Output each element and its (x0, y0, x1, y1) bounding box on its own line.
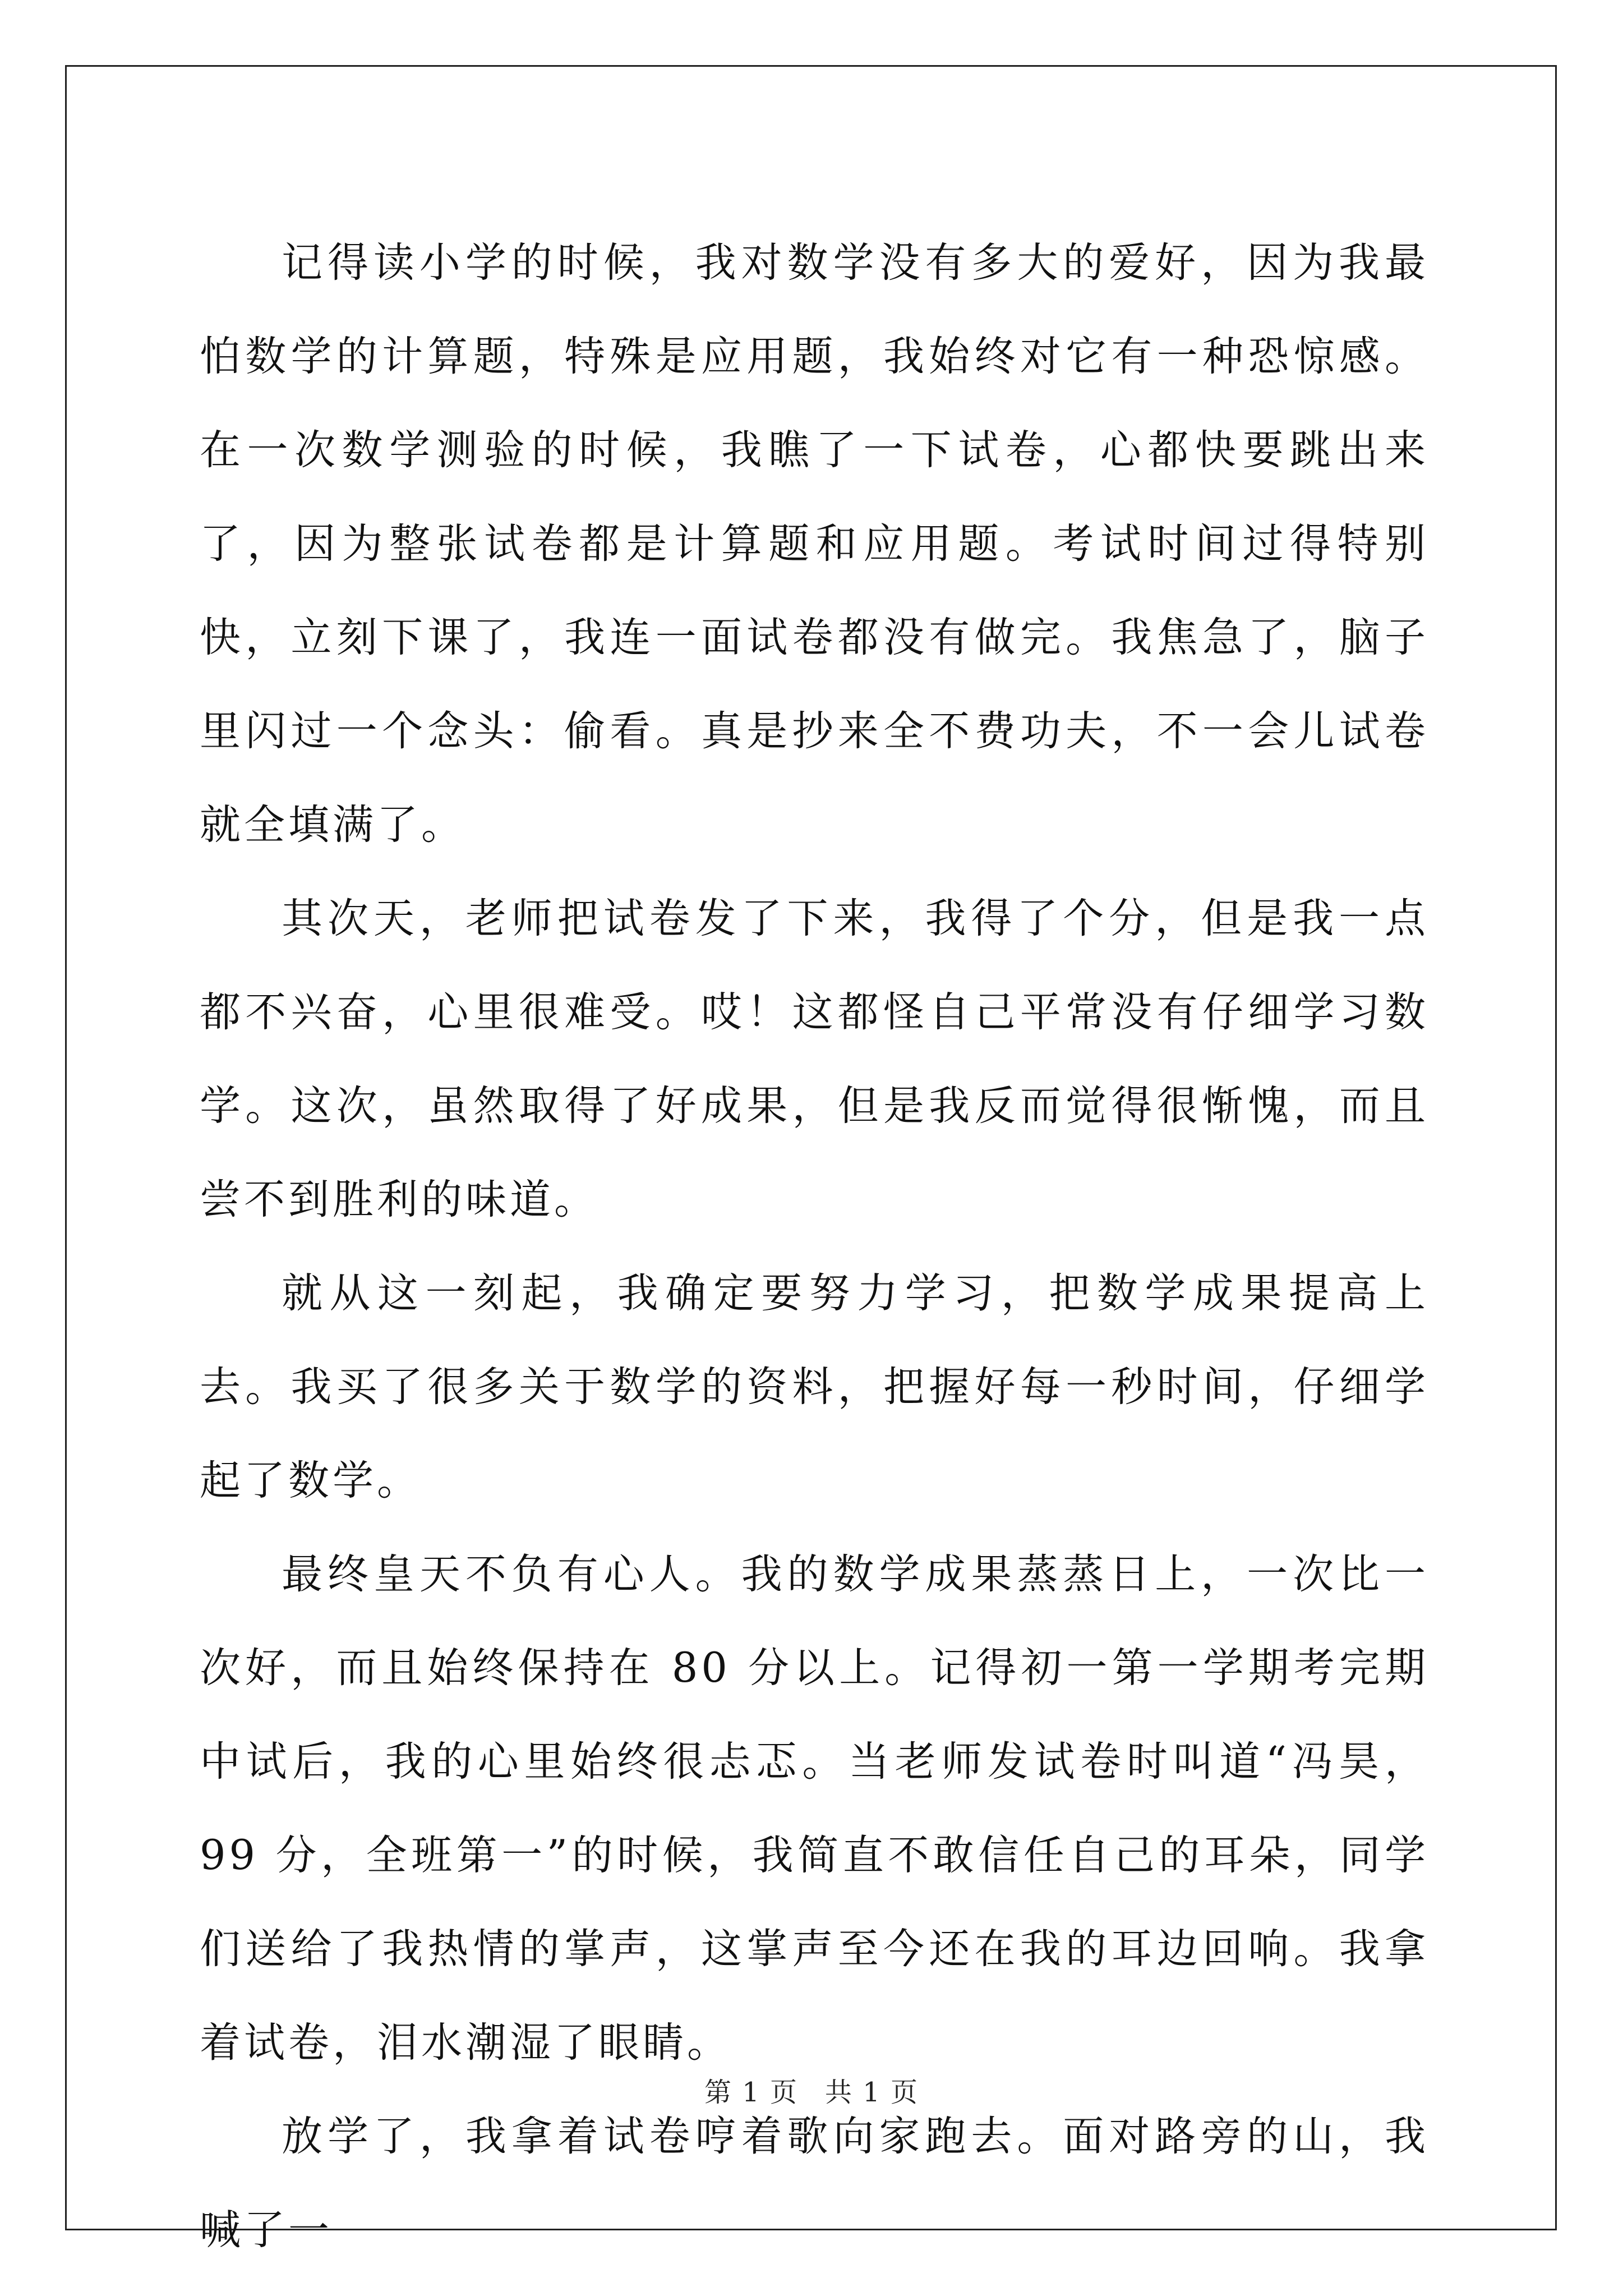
paragraph-4: 最终皇天不负有心人。我的数学成果蒸蒸日上，一次比一次好，而且始终保持在 80 分以上。记得初一第一学期考完期中试后，我的心里始终很忐忑。当老师发试卷时叫道“冯昊，99 分，全班第一”的时候，我简直不敢信任自己的耳朵，同学们送给了我热情的掌声，这掌声至今还在我的耳边回响。我拿着试卷，泪水潮湿了眼睛。 (200, 1550, 1429, 2067)
page-footer (0, 2076, 1623, 2109)
document-body (200, 216, 1429, 2277)
paragraph-2: 其次天，老师把试卷发了下来，我得了个分，但是我一点都不兴奋，心里很难受。哎！这都怪自己平常没有仔细学习数学。这次，虽然取得了好成果，但是我反而觉得很惭愧，而且尝不到胜利的味道。 (200, 895, 1429, 1223)
paragraph-1: 记得读小学的时候，我对数学没有多大的爱好，因为我最怕数学的计算题，特殊是应用题，我始终对它有一种恐惊感。在一次数学测验的时候，我瞧了一下试卷，心都快要跳出来了，因为整张试卷都是计算题和应用题。考试时间过得特别快，立刻下课了，我连一面试卷都没有做完。我焦急了，脑子里闪过一个念头：偷看。真是抄来全不费功夫，不一会儿试卷就全填满了。 (200, 239, 1429, 849)
paragraph-3: 就从这一刻起，我确定要努力学习，把数学成果提高上去。我买了很多关于数学的资料，把握好每一秒时间，仔细学起了数学。 (200, 1269, 1429, 1504)
page-number: 第 1 页 (704, 2077, 798, 2108)
page-total: 共 1 页 (825, 2077, 919, 2108)
paragraph-5: 放学了，我拿着试卷哼着歌向家跑去。面对路旁的山，我喊了一 (200, 2113, 1429, 2254)
